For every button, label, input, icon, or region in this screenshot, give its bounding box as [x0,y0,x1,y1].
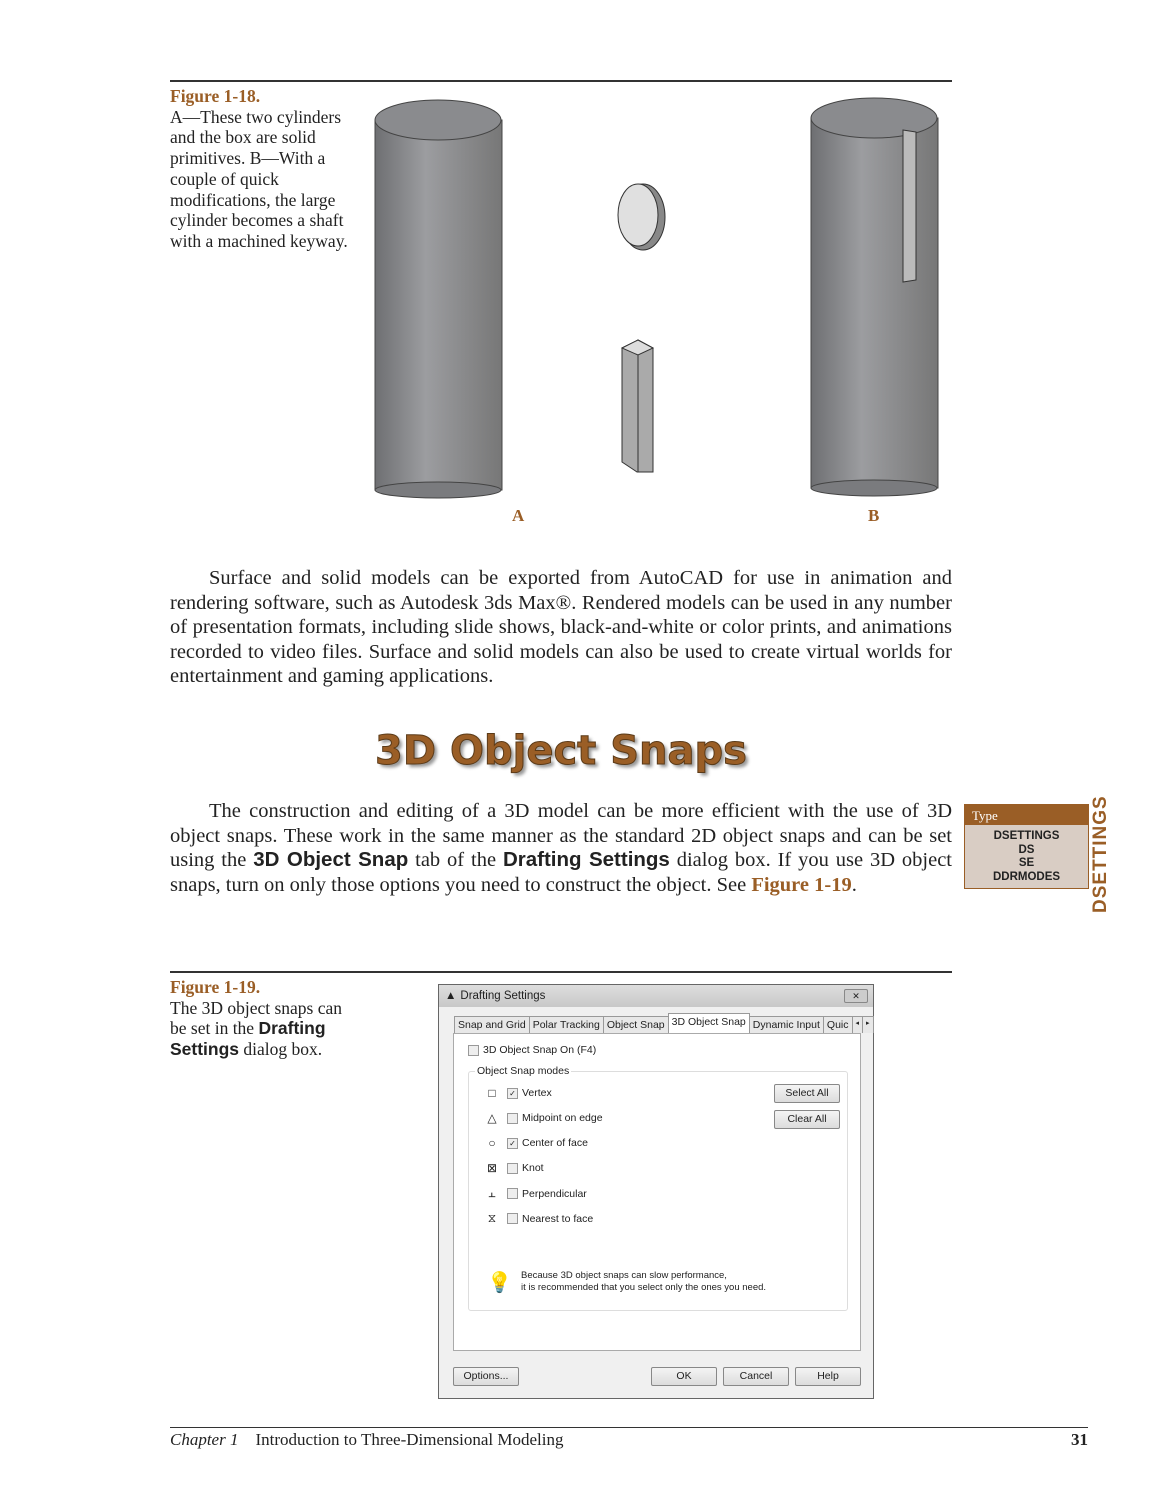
body-paragraph-1: Surface and solid models can be exported from AutoCAD for use in animation and rendering software, such as Autodesk 3ds Max®. Rendered models can be used in any number of presentation formats, including slide shows, black-and-white or color prints, and animations recorded to video files. Surface and solid models can also be used to create virtual worlds for entertainment and gaming applications. [170,567,952,688]
tab-quick-properties[interactable]: Quic [823,1016,853,1033]
snap-marker-icon: △ [487,1111,497,1125]
text: The 3D object snaps can be set in the [170,997,343,1039]
tab-scroll-left-icon[interactable]: ◂ [852,1016,864,1033]
checkbox[interactable]: ✓ [507,1138,518,1149]
checkbox-label: Perpendicular [522,1187,587,1200]
figure-label: Figure 1-19. [170,977,261,997]
snap-mode-row[interactable] [483,1186,587,1201]
text: The construction and editing of a 3D model can be more efficient with the use of 3D object snaps. These work in the same manner as the standard 2D object snaps and can be set using the [170,800,952,872]
cylinder-b [811,98,938,496]
bold-term: Drafting Settings [170,1018,326,1060]
page-number: 31 [1071,1430,1088,1449]
body-paragraph-2 [170,799,952,897]
text: dialog box. [239,1039,323,1060]
tab-scroll-right-icon[interactable]: ▸ [862,1016,874,1033]
text: . [851,873,857,896]
chapter-title: Introduction to Three-Dimensional Modeling [255,1430,564,1449]
tab-snap-and-grid[interactable]: Snap and Grid [454,1016,530,1033]
figure-label: Figure 1-18. [170,86,261,106]
snap-marker-icon: ⧖ [487,1211,497,1225]
figure-1-18-caption [170,86,355,252]
checkbox-label: Knot [522,1162,544,1174]
snap-mode-row[interactable] [483,1136,588,1150]
footer-rule [170,1427,1088,1428]
small-cylinder [618,184,665,250]
snap-mode-row[interactable] [483,1161,544,1175]
page-footer [170,1430,1088,1450]
tab-dynamic-input[interactable]: Dynamic Input [749,1016,824,1033]
title-bar [439,985,873,1007]
type-sidebar [964,804,1089,889]
autocad-icon: ▲ [445,990,457,1002]
snap-marker-icon: □ [488,1086,496,1100]
tab-bar [454,1016,873,1033]
tab-panel [453,1033,861,1351]
cylinders-illustration [360,90,960,500]
caption-text: A—These two cylinders and the box are solid primitives. B—With a couple of quick modifications, the large cylinder becomes a shaft with a machined keyway. [170,106,348,251]
type-header: Type [965,805,1088,825]
snap-marker-icon: ⊠ [486,1161,498,1175]
options-button[interactable]: Options... [453,1367,519,1386]
group-label: Object Snap modes [477,1065,570,1077]
vertical-command-label: DSETTINGS [1090,795,1111,913]
command: SE [1018,857,1035,869]
object-snap-modes-group [468,1065,848,1311]
checkbox[interactable]: ✓ [507,1088,518,1099]
bold-term: Drafting Settings [502,848,670,872]
drafting-settings-dialog [438,984,874,1399]
checkbox-label: Vertex [522,1087,552,1099]
figure-rule [170,971,952,973]
snap-mode-row[interactable] [483,1086,552,1100]
snap-on-checkbox[interactable] [468,1044,596,1056]
snap-mode-row[interactable] [483,1211,593,1226]
tab-3d-object-snap[interactable]: 3D Object Snap [668,1013,750,1033]
close-button[interactable]: ✕ [844,989,868,1003]
checkbox[interactable] [507,1163,518,1174]
label-a: A [512,506,525,525]
checkbox[interactable] [507,1188,518,1199]
clear-all-button[interactable]: Clear All [774,1110,840,1129]
chapter-label: Chapter 1 [170,1430,239,1449]
select-all-button[interactable]: Select All [774,1084,840,1103]
command: DSETTINGS [993,830,1060,842]
checkbox[interactable] [468,1045,479,1056]
dialog-title: Drafting Settings [460,990,546,1002]
figure-rule [170,80,952,82]
checkbox[interactable] [507,1213,518,1224]
snap-marker-icon: ○ [488,1136,496,1150]
lightbulb-icon: 💡 [487,1272,512,1294]
box [622,340,653,472]
snap-marker-icon: ⫠ [488,1186,496,1200]
snap-mode-row[interactable] [483,1111,603,1125]
tab-object-snap[interactable]: Object Snap [603,1016,669,1033]
note-line: Because 3D object snaps can slow performance, [521,1270,727,1281]
bold-term: 3D Object Snap [253,848,409,872]
note-line: it is recommended that you select only the ones you need. [521,1282,767,1293]
checkbox-label: Nearest to face [522,1212,594,1225]
figure-reference-link[interactable]: Figure 1-19 [751,873,852,896]
help-button[interactable]: Help [795,1367,861,1386]
checkbox-label: Midpoint on edge [522,1112,603,1124]
text: tab of the [408,849,503,872]
command: DDRMODES [992,870,1061,883]
label-b: B [868,506,880,525]
checkbox[interactable] [507,1113,518,1124]
cylinder-a [375,100,502,498]
tab-polar-tracking[interactable]: Polar Tracking [529,1016,604,1033]
section-heading: 3D Object Snaps [375,728,747,774]
command: DS [1018,843,1035,856]
figure-1-19-caption [170,977,355,1060]
checkbox-label: Center of face [522,1137,588,1149]
checkbox-label: 3D Object Snap On (F4) [483,1044,597,1056]
text: dialog box. If you use 3D object snaps, turn on only those options you need to construct the object. See [170,849,952,896]
cancel-button[interactable]: Cancel [723,1367,789,1386]
ok-button[interactable]: OK [651,1367,717,1386]
